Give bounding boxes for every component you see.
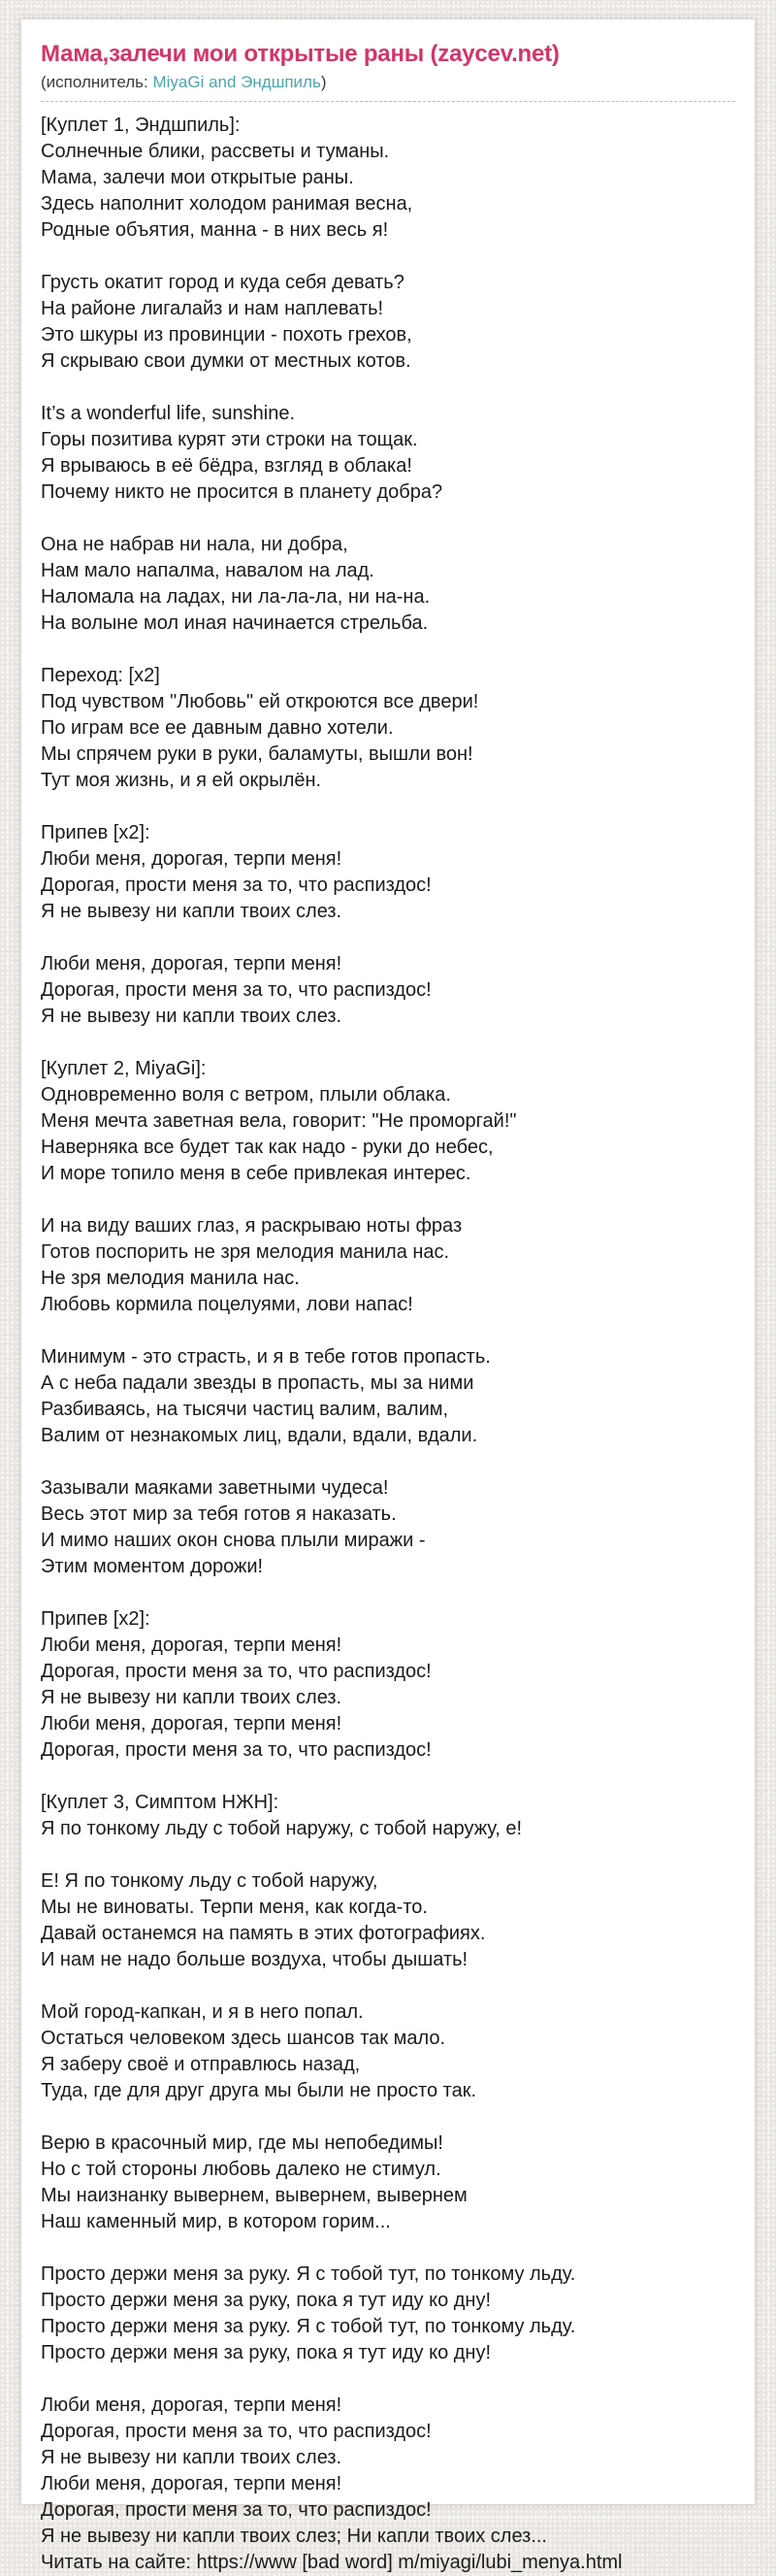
lyric-line: Валим от незнакомых лиц, вдали, вдали, вдали. [41,1425,478,1446]
lyric-line: И нам не надо больше воздуха, чтобы дышать! [41,1949,469,1970]
lyric-line: Наверняка все будет так как надо - руки до небес, [41,1137,494,1158]
lyric-line: Одновременно воля с ветром, плыли облака. [41,1084,451,1106]
lyric-line: Просто держи меня за руку, пока я тут иду ко дну! [41,2342,492,2363]
lyric-line: Минимум - это страсть, и я в тебе готов пропасть. [41,1346,491,1368]
lyric-line: Дорогая, прости меня за то, что распиздос! [41,2499,432,2521]
lyric-line: Давай останемся на память в этих фотографиях. [41,1923,486,1944]
lyric-stanza [41,1213,735,1318]
lyric-line: На районе лигалайз и нам наплевать! [41,298,384,319]
lyric-stanza [41,1606,735,1764]
lyric-line: Любовь кормила поцелуями, лови напас! [41,1294,413,1315]
lyric-line: Люби меня, дорогая, терпи меня! [41,848,342,870]
lyric-line: И море топило меня в себе привлекая интерес. [41,1163,471,1184]
lyric-line: Тут моя жизнь, и я ей окрылён. [41,770,322,791]
lyric-line: Этим моментом дорожи! [41,1556,264,1577]
lyric-line: Мы спрячем руки в руки, баламуты, вышли вон! [41,743,473,765]
lyric-line: Мой город-капкан, и я в него попал. [41,2001,364,2023]
lyric-line: Разбиваясь, на тысячи частиц валим, валим, [41,1399,449,1420]
lyric-line: Просто держи меня за руку. Я с тобой тут, по тонкому льду. [41,2263,576,2285]
lyric-stanza [41,2262,735,2366]
lyric-stanza [41,1790,735,1842]
lyric-line: Зазывали маяками заветными чудеса! [41,1477,389,1499]
lyric-stanza [41,1475,735,1580]
lyric-line: Припев [x2]: [41,1608,150,1630]
lyric-line: Мама, залечи мои открытые раны. [41,167,354,188]
lyric-stanza [41,2393,735,2576]
lyric-line: Туда, где для друг друга мы были не просто так. [41,2080,477,2101]
lyric-line: Солнечные блики, рассветы и туманы. [41,141,390,162]
lyric-line: Люби меня, дорогая, терпи меня! [41,2394,342,2416]
lyric-line: А с неба падали звезды в пропасть, мы за ними [41,1372,474,1394]
lyric-line: Верю в красочный мир, где мы непобедимы! [41,2132,443,2154]
lyric-line: Здесь наполнит холодом ранимая весна, [41,193,413,215]
lyric-line: Весь этот мир за тебя готов я наказать. [41,1503,397,1525]
lyric-line: Горы позитива курят эти строки на тощак. [41,429,418,450]
lyric-line: Я не вывезу ни капли твоих слез. [41,1006,342,1027]
lyric-line: Я не вывезу ни капли твоих слез; Ни капли твоих слез... [41,2526,547,2547]
lyric-line: Просто держи меня за руку, пока я тут иду ко дну! [41,2290,492,2311]
lyric-line: Нам мало напалма, навалом на лад. [41,560,374,581]
lyric-stanza [41,1344,735,1449]
artist-label: (исполнитель: [41,73,153,91]
lyric-stanza [41,1999,735,2104]
lyric-stanza [41,820,735,925]
lyric-line: Дорогая, прости меня за то, что распиздос! [41,1739,432,1761]
artist-link[interactable]: MiyaGi and Эндшпиль [152,73,321,91]
lyric-line: [Куплет 3, Симптом НЖН]: [41,1792,279,1813]
lyric-line: Наш каменный мир, в котором горим... [41,2211,391,2232]
lyric-stanza [41,532,735,637]
lyric-line: Родные объятия, манна - в них весь я! [41,219,389,241]
lyric-line: Почему никто не просится в планету добра? [41,481,443,503]
lyric-line: Я скрываю свои думки от местных котов. [41,350,411,372]
lyric-line: Дорогая, прости меня за то, что распиздос! [41,979,432,1001]
lyric-line: Дорогая, прости меня за то, что распиздос! [41,875,432,896]
lyric-line: Я по тонкому льду с тобой наружу, с тобой наружу, е! [41,1818,523,1839]
lyric-line: Это шкуры из провинции - похоть грехов, [41,324,412,346]
lyric-line: Не зря мелодия манила нас. [41,1268,300,1289]
lyric-line: Я не вывезу ни капли твоих слез. [41,1687,342,1708]
lyric-stanza [41,663,735,794]
lyric-line: Я врываюсь в её бёдра, взгляд в облака! [41,455,412,477]
lyric-stanza [41,401,735,506]
lyric-line: Дорогая, прости меня за то, что распиздос! [41,1661,432,1682]
lyric-line: Припев [x2]: [41,822,150,843]
lyric-line: И мимо наших окон снова плыли миражи - [41,1530,426,1551]
lyric-line: It’s a wonderful life, sunshine. [41,403,296,424]
lyric-line: Наломала на ладах, ни ла-ла-ла, ни на-на. [41,586,431,608]
lyric-line: Читать на сайте: https://www [bad word] m/miyagi/lubi_menya.html [41,2552,623,2573]
artist-label-close: ) [320,73,327,91]
lyric-line: [Куплет 1, Эндшпиль]: [41,115,241,136]
lyric-line: Она не набрав ни нала, ни добра, [41,534,348,555]
lyric-line: Готов поспорить не зря мелодия манила нас. [41,1241,450,1263]
lyric-line: Я не вывезу ни капли твоих слез. [41,901,342,922]
lyric-stanza [41,1056,735,1187]
lyric-line: Под чувством "Любовь" ей откроются все двери! [41,691,479,712]
lyrics-container [41,113,735,2576]
lyric-line: Мы наизнанку вывернем, вывернем, вывернем [41,2185,468,2206]
lyric-line: Люби меня, дорогая, терпи меня! [41,1635,342,1656]
artist-line [41,73,735,102]
lyric-line: Я не вывезу ни капли твоих слез. [41,2447,342,2468]
lyric-line: Переход: [x2] [41,665,160,686]
page-title: Мама,залечи мои открытые раны (zaycev.net) [41,41,560,67]
lyric-line: Дорогая, прости меня за то, что распиздос! [41,2421,432,2442]
lyrics-card [21,19,755,2573]
lyric-stanza [41,270,735,375]
lyric-line: Остаться человеком здесь шансов так мало. [41,2028,446,2049]
lyric-line: Люби меня, дорогая, терпи меня! [41,953,342,974]
lyric-line: Просто держи меня за руку. Я с тобой тут, по тонкому льду. [41,2316,576,2337]
lyric-line: Грусть окатит город и куда себя девать? [41,272,404,293]
lyric-line: Я заберу своё и отправлюсь назад, [41,2054,361,2075]
lyric-stanza [41,113,735,244]
lyric-line: Меня мечта заветная вела, говорит: "Не проморгай!" [41,1110,517,1132]
lyric-line: Люби меня, дорогая, терпи меня! [41,2473,342,2494]
lyric-line: На волыне мол иная начинается стрельба. [41,612,429,634]
lyric-stanza [41,2130,735,2235]
lyric-line: Но с той стороны любовь далеко не стимул. [41,2159,441,2180]
lyric-stanza [41,951,735,1030]
lyric-line: По играм все ее давным давно хотели. [41,717,394,739]
lyric-line: [Куплет 2, MiyaGi]: [41,1058,207,1079]
lyric-stanza [41,1868,735,1973]
lyric-line: Мы не виноваты. Терпи меня, как когда-то. [41,1897,428,1918]
lyric-line: Люби меня, дорогая, терпи меня! [41,1713,342,1734]
lyric-line: И на виду ваших глаз, я раскрываю ноты фраз [41,1215,463,1237]
lyric-line: Е! Я по тонкому льду с тобой наружу, [41,1870,378,1892]
